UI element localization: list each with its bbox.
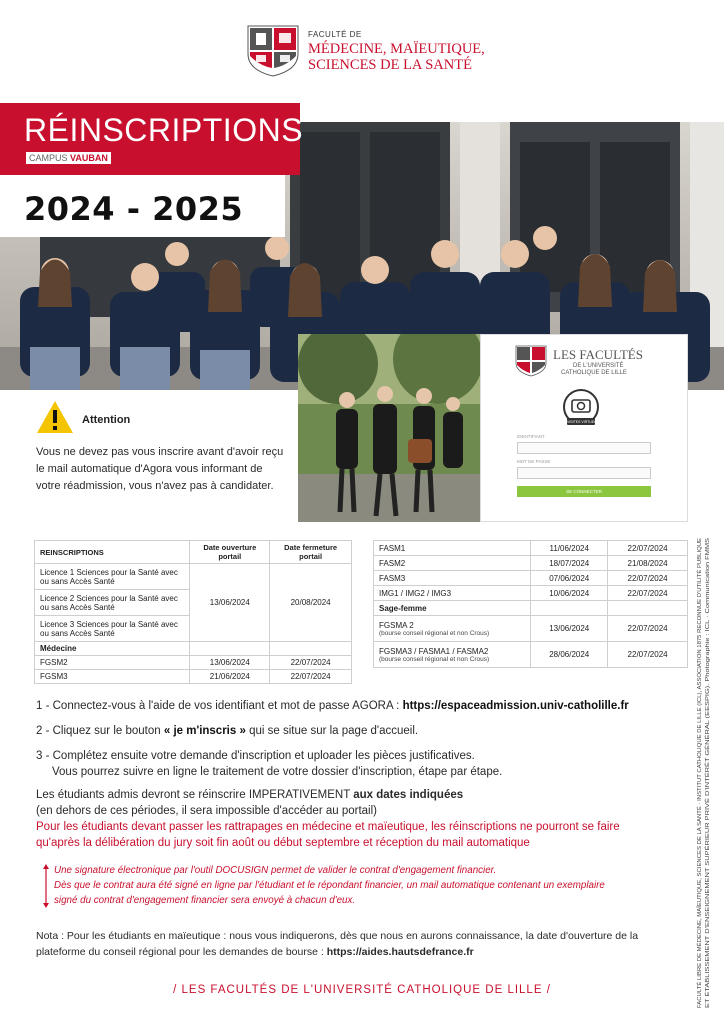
instructions-steps (36, 698, 676, 789)
table-row (374, 586, 688, 601)
docusign-line2: Dès que le contrat aura été signé en ligne par l'étudiant et le répondant financier, un mail automatique contenant un exemplaire (54, 880, 605, 891)
agora-login-card (480, 334, 688, 522)
licence-open-date: 13/06/2024 (190, 564, 270, 642)
students-park-photo (298, 334, 480, 522)
step-3-text: 3 - Complétez ensuite votre demande d'inscription et uploader les pièces justificatives. (36, 750, 475, 762)
open-date: 18/07/2024 (531, 556, 608, 571)
program-note: (bourse conseil régional et non Crous) (379, 655, 490, 663)
login-brand-title: LES FACULTÉS (553, 347, 643, 362)
virtual-tour-badge-icon (561, 385, 601, 431)
university-shield-icon (515, 345, 547, 377)
step-2-button-name: « je m'inscris » (163, 725, 246, 737)
docusign-notice (54, 863, 684, 908)
step-2 (36, 723, 676, 739)
open-date: 11/06/2024 (531, 541, 608, 556)
agora-portal-link[interactable]: https://espaceadmission.univ-catholille.fr (402, 700, 629, 712)
dates-line-1-text: Les étudiants admis devront se réinscrire IMPERATIVEMENT (36, 789, 354, 801)
step-3-followup: Vous pourrez suivre en ligne le traitement de votre dossier d'inscription, étape par étape. (52, 766, 503, 778)
login-brand-line2: DE L'UNIVERSITÉ (573, 363, 624, 369)
empty-cell (270, 642, 352, 656)
close-date: 22/07/2024 (608, 586, 688, 601)
dates-information (36, 787, 686, 851)
table-row (374, 541, 688, 556)
faculty-label: FACULTÉ DE (308, 30, 362, 39)
faculty-name-line1: MÉDECINE, MAÏEUTIQUE, (308, 41, 485, 57)
close-date: 22/07/2024 (608, 642, 688, 668)
step-2-text-end: qui se situe sur la page d'accueil. (245, 725, 419, 737)
reinscriptions-table-left (34, 540, 352, 684)
section-sage-femme: Sage-femme (374, 601, 531, 616)
close-date: 22/07/2024 (270, 670, 352, 684)
program-note: (bourse conseil régional et non Crous) (379, 629, 490, 637)
virtual-tour-badge-label: VISITES VIRTUELLES (567, 420, 603, 424)
program-name: FGSM3 (35, 670, 190, 684)
empty-cell (531, 601, 608, 616)
docusign-line3: signé du contrat d'engagement financier sera envoyé à chacun d'eux. (54, 895, 356, 906)
step-1 (36, 698, 676, 714)
login-brand-line3: CATHOLIQUE DE LILLE (561, 370, 627, 376)
table-row (35, 564, 352, 590)
empty-cell (608, 601, 688, 616)
step-1-text: 1 - Connectez-vous à l'aide de vos identifiant et mot de passe AGORA : (36, 700, 403, 712)
close-date: 21/08/2024 (608, 556, 688, 571)
program-name: Licence 2 Sciences pour la Santé avec ou sans Accès Santé (35, 590, 190, 616)
program-name-text: FGSMA3 / FASMA1 / FASMA2 (379, 646, 489, 656)
open-date: 28/06/2024 (531, 642, 608, 668)
open-date: 10/06/2024 (531, 586, 608, 601)
close-date: 22/07/2024 (608, 616, 688, 642)
warning-icon (36, 400, 74, 434)
program-name: FASM3 (374, 571, 531, 586)
step-3 (36, 748, 676, 780)
legal-notice-vertical (690, 520, 720, 1010)
program-name: FASM1 (374, 541, 531, 556)
login-button[interactable]: SE CONNECTER (517, 486, 651, 497)
campus-prefix: CAMPUS (29, 153, 68, 163)
hautsdefrance-link[interactable]: https://aides.hautsdefrance.fr (326, 946, 474, 958)
rattrapages-notice-line1: Pour les étudiants devant passer les rattrapages en médecine et maïeutique, les réinscriptions ne pourront se faire (36, 821, 620, 833)
close-date: 22/07/2024 (608, 541, 688, 556)
nota-line1: Nota : Pour les étudiants en maïeutique : nous vous indiquerons, dès que nous en aurons connaissance, la date d'ouverture de la (36, 930, 639, 942)
faculty-name-line2: SCIENCES DE LA SANTÉ (308, 57, 472, 73)
empty-cell (190, 642, 270, 656)
program-name: IMG1 / IMG2 / IMG3 (374, 586, 531, 601)
legal-line2: ET ÉTABLISSEMENT D'ENSEIGNEMENT SUPÉRIEUR PRIVÉ D'INTÉRÊT GÉNÉRAL (EESPIG). Photographie : ICL · Communication FMMS (705, 679, 711, 1008)
attention-title: Attention (82, 414, 131, 426)
password-label: MOT DE PASSE (517, 459, 551, 464)
nota-line2-text: plateforme du conseil régional pour les demandes de bourse : (36, 946, 327, 958)
program-name: FASM2 (374, 556, 531, 571)
program-name: Licence 1 Sciences pour la Santé avec ou sans Accès Santé (35, 564, 190, 590)
open-date: 13/06/2024 (190, 656, 270, 670)
legal-line1: FACULTÉ LIBRE DE MÉDECINE, MAÏEUTIQUE, SCIENCES DE LA SANTÉ · INSTITUT CATHOLIQUE DE LILLE (ICL), ASSOCIATION 1875 RECONNUE D'UTILITÉ PUBLIQUE (697, 597, 703, 1008)
reinscriptions-table-right (373, 540, 688, 668)
table-row (374, 556, 688, 571)
program-name (374, 616, 531, 642)
program-name-text: FGSMA 2 (379, 620, 414, 630)
nota-maieutique (36, 928, 686, 960)
table-row (374, 571, 688, 586)
identifier-label: IDENTIFIANT (517, 434, 545, 439)
open-date: 21/06/2024 (190, 670, 270, 684)
section-row (35, 642, 352, 656)
close-date: 22/07/2024 (270, 656, 352, 670)
section-medecine: Médecine (35, 642, 190, 656)
academic-year: 2024 - 2025 (24, 190, 244, 228)
table-header-reinscriptions: REINSCRIPTIONS (35, 541, 190, 564)
faculty-shield-logo (246, 24, 300, 78)
nota-line2 (36, 944, 686, 960)
table-row (35, 670, 352, 684)
attention-message: Vous ne devez pas vous inscrire avant d'avoir reçu le mail automatique d'Agora vous informant de votre réadmission, vous n'avez pas à candidater. (36, 446, 284, 492)
double-arrow-icon (42, 864, 50, 908)
page-title: RÉINSCRIPTIONS (24, 112, 304, 148)
table-row (374, 642, 688, 668)
table-row (35, 656, 352, 670)
section-row (374, 601, 688, 616)
password-input[interactable] (517, 467, 651, 479)
program-name: Licence 3 Sciences pour la Santé avec ou sans Accès Santé (35, 616, 190, 642)
dates-emphasis: aux dates indiquées (353, 789, 464, 801)
table-header-open: Date ouverture portail (190, 541, 270, 564)
open-date: 07/06/2024 (531, 571, 608, 586)
table-header-close: Date fermeture portail (270, 541, 352, 564)
dates-line-1 (36, 787, 686, 803)
dates-line-2: (en dehors de ces périodes, il sera impossible d'accéder au portail) (36, 805, 377, 817)
program-name: FGSM2 (35, 656, 190, 670)
licence-close-date: 20/08/2024 (270, 564, 352, 642)
table-header-row (35, 541, 352, 564)
footer-tagline: / LES FACULTÉS DE L'UNIVERSITÉ CATHOLIQUE DE LILLE / (173, 984, 551, 996)
program-name (374, 642, 531, 668)
docusign-line1: Une signature électronique par l'outil DOCUSIGN permet de valider le contrat d'engagement financier. (54, 865, 497, 876)
campus-label (26, 152, 111, 164)
identifier-input[interactable] (517, 442, 651, 454)
faculty-name (308, 41, 485, 73)
close-date: 22/07/2024 (608, 571, 688, 586)
open-date: 13/06/2024 (531, 616, 608, 642)
campus-name: VAUBAN (70, 153, 108, 163)
step-2-text: 2 - Cliquez sur le bouton (36, 725, 164, 737)
rattrapages-notice-line2: qu'après la délibération du jury soit fin août ou début septembre et réception du mail automatique (36, 837, 530, 849)
table-row (374, 616, 688, 642)
